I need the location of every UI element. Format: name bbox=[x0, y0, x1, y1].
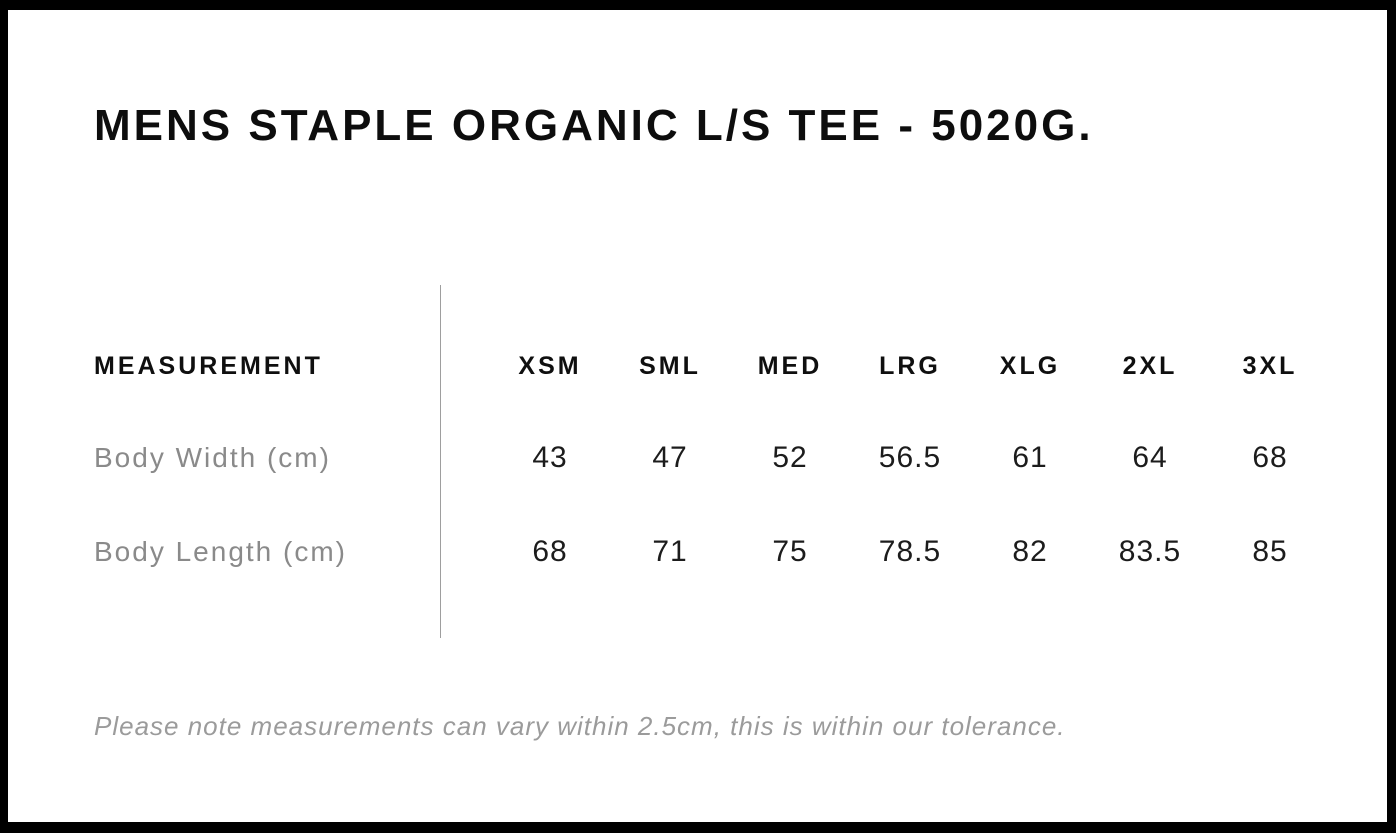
size-header-xsm: XSM bbox=[518, 352, 582, 380]
row-label: Body Width (cm) bbox=[94, 442, 331, 473]
size-header-xlg: XLG bbox=[999, 352, 1061, 380]
body-length-value-lrg: 78.5 bbox=[878, 535, 942, 568]
body-length-value-med: 75 bbox=[772, 535, 808, 568]
size-header-3xl: 3XL bbox=[1242, 352, 1298, 380]
size-header-sml: SML bbox=[639, 352, 701, 380]
body-width-value-3xl: 68 bbox=[1252, 441, 1288, 474]
measurement-header: MEASUREMENT bbox=[94, 352, 323, 380]
body-length-value-3xl: 85 bbox=[1252, 535, 1288, 568]
body-width-value-xlg: 61 bbox=[1012, 441, 1048, 474]
table-header-row bbox=[94, 351, 1330, 381]
tolerance-note: Please note measurements can vary within 2.5cm, this is within our tolerance. bbox=[94, 711, 1066, 741]
body-width-value-xsm: 43 bbox=[532, 441, 568, 474]
body-length-value-2xl: 83.5 bbox=[1118, 535, 1182, 568]
body-width-value-sml: 47 bbox=[652, 441, 688, 474]
body-width-value-lrg: 56.5 bbox=[878, 441, 942, 474]
table-row-body-width bbox=[94, 440, 1330, 476]
body-width-value-2xl: 64 bbox=[1132, 441, 1168, 474]
size-chart-content bbox=[8, 10, 1387, 822]
body-length-value-sml: 71 bbox=[652, 535, 688, 568]
body-length-value-xsm: 68 bbox=[532, 535, 568, 568]
size-header-2xl: 2XL bbox=[1122, 352, 1178, 380]
body-width-value-med: 52 bbox=[772, 441, 808, 474]
size-header-med: MED bbox=[757, 352, 823, 380]
size-header-lrg: LRG bbox=[879, 352, 941, 380]
row-label: Body Length (cm) bbox=[94, 536, 347, 567]
page-title: MENS STAPLE ORGANIC L/S TEE - 5020G. bbox=[94, 101, 1094, 150]
table-row-body-length bbox=[94, 534, 1330, 570]
body-length-value-xlg: 82 bbox=[1012, 535, 1048, 568]
